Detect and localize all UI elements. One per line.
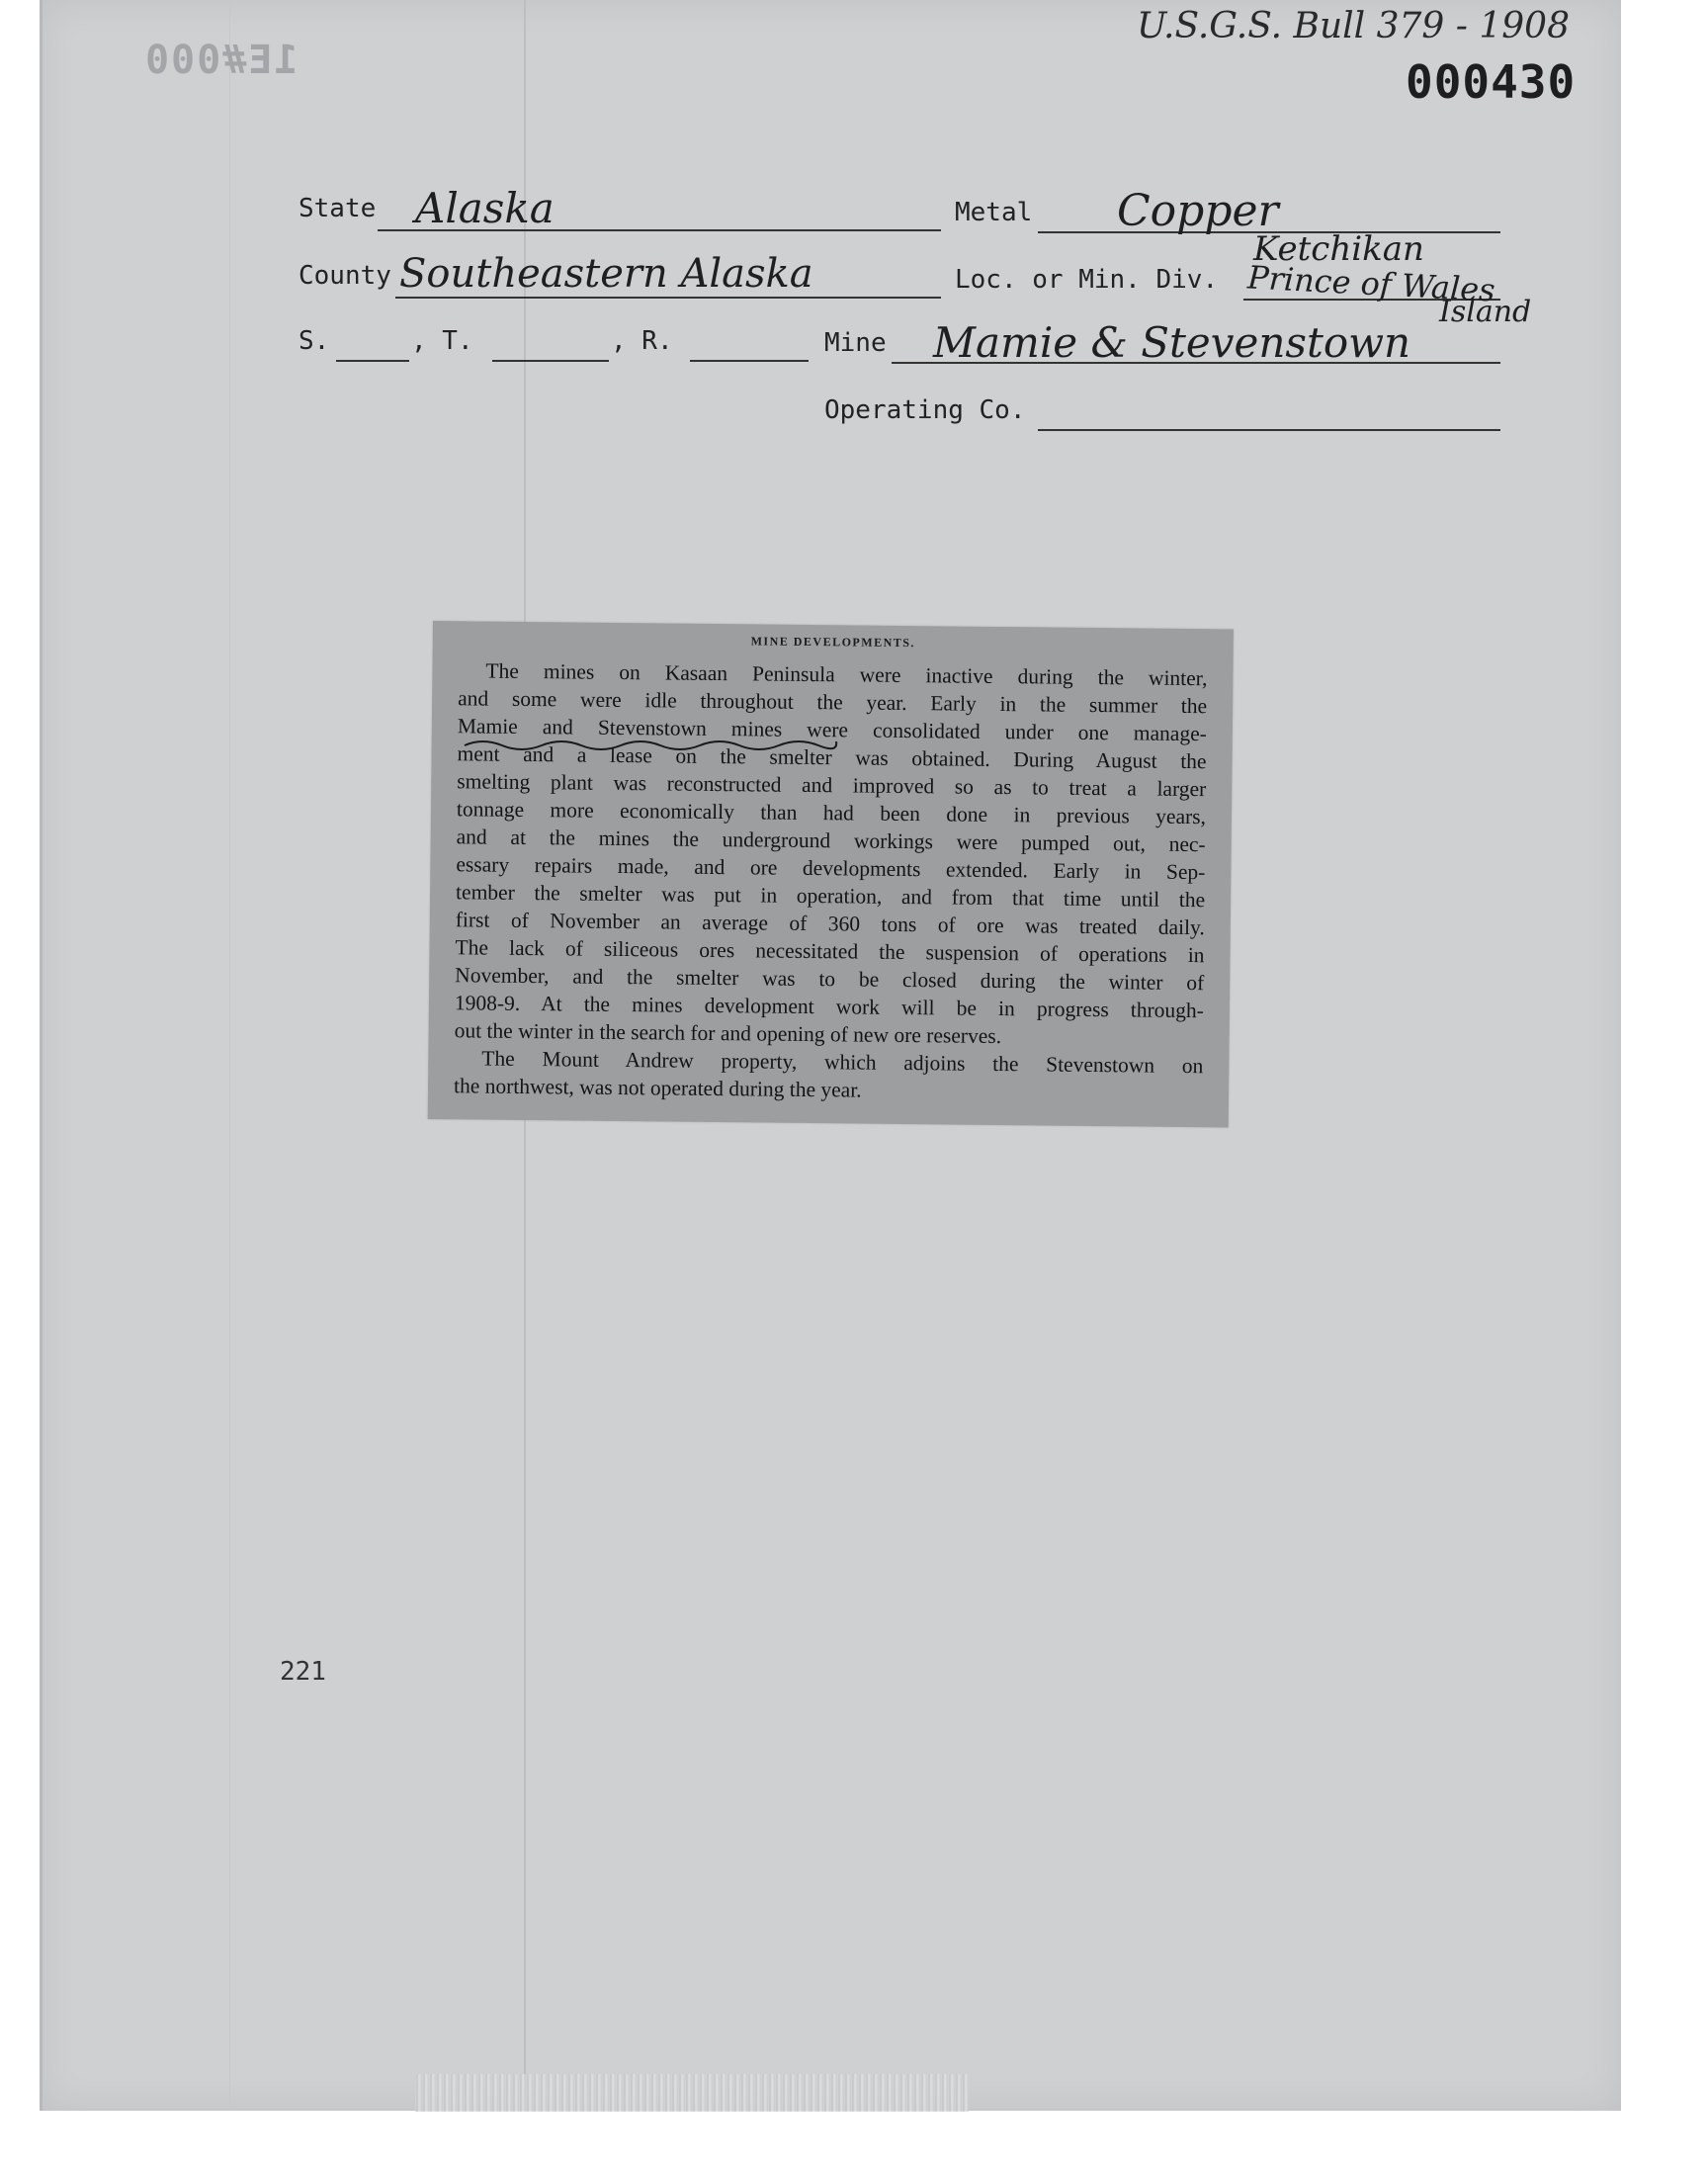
mine-value: Mamie & Stevenstown — [933, 318, 1411, 367]
operating-co-label: Operating Co. — [824, 395, 1026, 425]
sheet-edge — [40, 0, 43, 2111]
clipping-line: and some were idle throughout the year. Early in the summer the — [458, 686, 1208, 719]
township-underline — [492, 360, 609, 362]
county-value: Southeastern Alaska — [399, 251, 813, 297]
section-label: S. — [299, 326, 330, 356]
clipping-line: smelting plant was reconstructed and improved so as to treat a larger — [457, 769, 1207, 802]
clipping-line: ment and a lease on the smelter was obtained. During August the — [457, 741, 1207, 774]
range-label: , R. — [611, 326, 673, 356]
faded-stamp: 1E#000 — [143, 38, 299, 83]
state-value: Alaska — [415, 184, 555, 232]
loc-value-line3: Island — [1439, 295, 1532, 329]
handwritten-reference: U.S.G.S. Bull 379 - 1908 — [1137, 6, 1570, 46]
loc-value-line1: Ketchikan — [1253, 229, 1424, 269]
clipping-line: first of November an average of 360 tons of ore was treated daily. — [455, 908, 1205, 940]
township-label: , T. — [411, 326, 473, 356]
range-underline — [690, 360, 809, 362]
section-underline — [336, 360, 409, 362]
page-number: 221 — [280, 1657, 326, 1687]
state-label: State — [299, 194, 377, 223]
metal-label: Metal — [955, 198, 1033, 227]
handwritten-underline-mark — [463, 728, 838, 757]
clipping-line: the northwest, was not operated during the year. — [453, 1074, 862, 1102]
clipping-line: and at the mines the underground workings were pumped out, nec- — [456, 825, 1206, 857]
clipping-line: out the winter in the search for and opening of new ore reserves. — [454, 1018, 1002, 1049]
clipping-line: 1908-9. At the mines development work will be in progress through- — [454, 991, 1205, 1023]
clipping-line: essary repairs made, and ore developments extended. Early in Sep- — [456, 852, 1206, 885]
report-clipping — [428, 621, 1234, 1127]
clipping-line: The mines on Kasaan Peninsula were inactive during the winter, — [485, 658, 1208, 691]
clipping-line: The Mount Andrew property, which adjoins the Stevenstown on — [481, 1046, 1204, 1079]
loc-value-line2: Prince of Wales — [1246, 258, 1496, 309]
county-underline — [395, 297, 941, 299]
document-number-stamp: 000430 — [1406, 55, 1577, 109]
loc-label: Loc. or Min. Div. — [955, 265, 1219, 295]
clipping-line: tember the smelter was put in operation, and from that time until the — [456, 880, 1206, 913]
fold-line — [229, 0, 230, 2111]
clipping-line: tonnage more economically than had been done in previous years, — [456, 797, 1207, 829]
operating-co-underline — [1038, 429, 1500, 431]
metal-value: Copper — [1117, 186, 1279, 236]
clipping-body — [454, 656, 1208, 1107]
scan-artifact-strip — [415, 2074, 969, 2112]
clipping-line: The lack of siliceous ores necessitated the suspension of operations in — [455, 935, 1205, 968]
county-label: County — [299, 261, 391, 291]
clipping-line: Mamie and Stevenstown mines were consolidated under one manage- — [457, 714, 1207, 746]
clipping-heading: MINE DEVELOPMENTS. — [750, 634, 916, 651]
mine-label: Mine — [824, 328, 887, 358]
clipping-line: November, and the smelter was to be closed during the winter of — [455, 963, 1205, 996]
